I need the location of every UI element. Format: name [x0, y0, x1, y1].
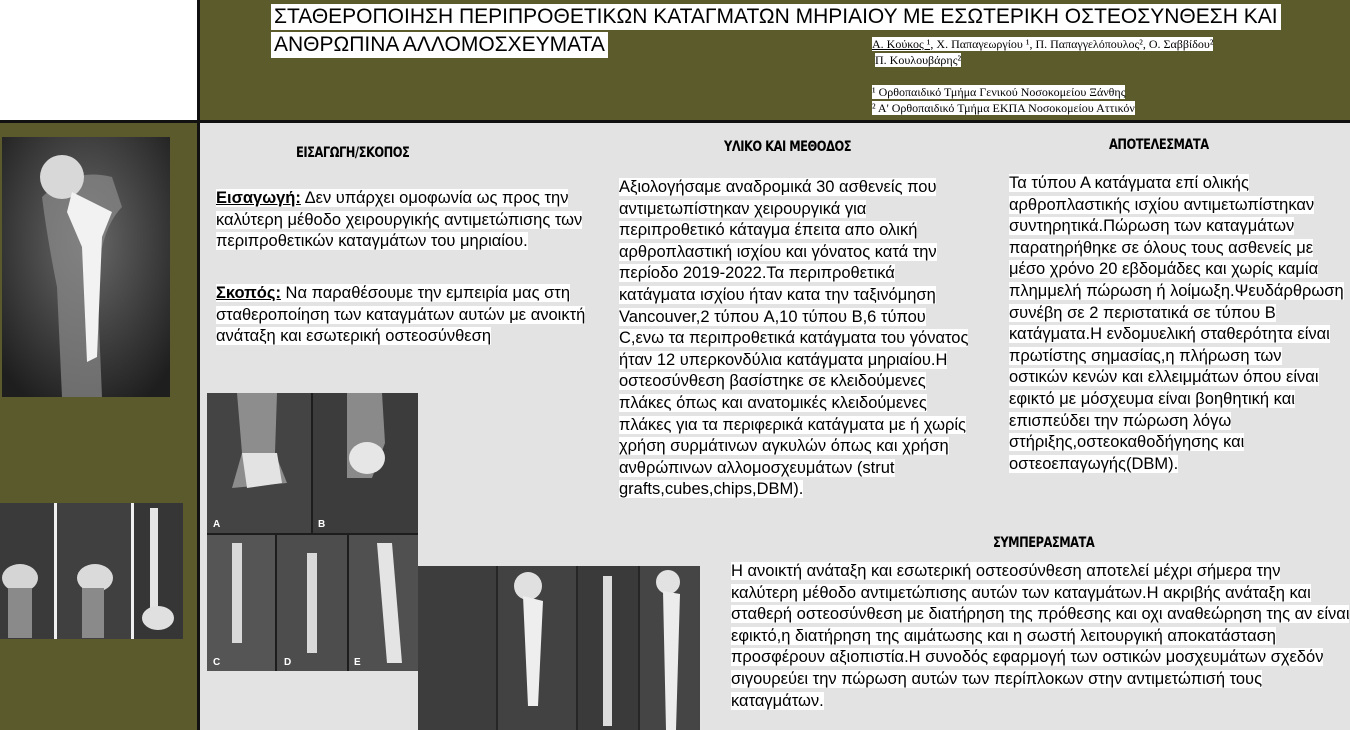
results-text: Τα τύπου Α κατάγματα επί ολικής αρθροπλαστικής ισχίου αντιμετωπίστηκαν συντηρητικά.Πώρωση των καταγμάτων παρατηρήθηκε σε όλους τους ασθενείς με μέσο χρόνο 20 εβδομάδες και χωρίς καμία πλημμελή πώρωση ή λοίμωξη.Ψευδάρθρωση συνέβη σε 2 περιστατικά σε τύπου Β κατάγματα.Η ενδομυελική σταθερότητα είναι πρωτίστης σημασίας,η πλήρωση των οστικών κενών και ελλειμμάτων όπου είναι εφικτό με μόσχευμα είναι βοηθητική και επισπεύδει την πώρωση λόγω στήριξης,οστεοκαθοδήγησης και οστεοεπαγωγής(DBM).: [1009, 174, 1344, 473]
figure-label-a: A: [213, 519, 221, 530]
affiliation-2: ² Α' Ορθοπαιδικό Τμήμα ΕΚΠΑ Νοσοκομείου Αττικόν: [872, 101, 1135, 115]
methods-text: Αξιολογήσαμε αναδρομικά 30 ασθενείς που αντιμετωπίστηκαν χειρουργικά για περιπροθετικό κάταγμα έπειτα απο ολική αρθροπλαστική ισχίου και γόνατος κατά την περίοδο 2019-2022.Τα περιπροθετικά κατάγματα ισχίου ήταν κατα την ταξινόμηση Vancouver,2 τύπου A,10 τύπου B,6 τύπου C,ενω τα περιπροθετικά κατάγματα του γόνατος ήταν 12 υπερκονδύλια κατάγματα μηριαίου.Η οστεοσύνθεση βασίστηκε σε κλειδούμενες πλάκες όπως και ανατομικές κλειδούμενες πλάκες για τα περιφερικά κατάγματα με ή χωρίς χρήση συρμάτινων αγκυλών όπως και χρήση ανθρώπινων αλλομοσχευμάτων (strut grafts,cubes,chips,DBM).: [619, 178, 969, 499]
xray-femur-series: [418, 566, 700, 730]
xray-figure-abcde: [207, 393, 418, 671]
xray-knee-series-graphic: [0, 503, 183, 639]
heading-results: ΑΠΟΤΕΛΕΣΜΑΤΑ: [1109, 137, 1209, 153]
xray-hip-stem: [2, 137, 170, 397]
authors-line-2: Π. Κουλουβάρης²: [875, 53, 962, 67]
methods-paragraph: [619, 177, 971, 501]
figure-label-e: E: [354, 657, 361, 668]
intro-paragraph: [216, 188, 616, 253]
conclusions-text: Η ανοικτή ανάταξη και εσωτερική οστεοσύνθεση αποτελεί μέχρι σήμερα την καλύτερη μέθοδο αντιμετώπισης αυτών των καταγμάτων.Η ακριβής ανάταξη και σταθερή οστεοσύνθεση με διατήρηση της πρόθεσης και οχι αναθεώρηση της αν είναι εφικτό,η διατήρηση της αιμάτωσης και η σωστή λειτουργική αποκατάσταση προσφέρουν αξιοπιστία.Η συνοδός εφαρμογή των οστικών μοσχευμάτων σχεδόν σιγουρεύει την πώρωση αυτών των περίπλοκων στην αντιμετώπισή τους καταγμάτων.: [731, 562, 1350, 710]
xray-hip-stem-graphic: [2, 137, 170, 397]
poster-title-line-1: ΣΤΑΘΕΡΟΠΟΙΗΣΗ ΠΕΡΙΠΡΟΘΕΤΙΚΩΝ ΚΑΤΑΓΜΑΤΩΝ ΜΗΡΙΑΙΟΥ ΜΕ ΕΣΩΤΕΡΙΚΗ ΟΣΤΕΟΣΥΝΘΕΣΗ ΚΑΙ: [271, 4, 1281, 30]
figure-label-c: C: [213, 657, 221, 668]
aim-paragraph: [216, 283, 616, 348]
xray-knee-series: [0, 503, 183, 639]
affiliations: [872, 84, 1135, 116]
heading-introduction: ΕΙΣΑΓΩΓΗ/ΣΚΟΠΟΣ: [296, 145, 410, 161]
aim-label: Σκοπός:: [216, 284, 281, 302]
xray-figure-abcde-graphic: [207, 393, 418, 671]
first-author: Α. Κούκος ¹: [872, 37, 931, 51]
poster-title-line-2: ΑΝΘΡΩΠΙΝΑ ΑΛΛΟΜΟΣΧΕΥΜΑΤΑ: [271, 32, 608, 58]
heading-methods: ΥΛΙΚΟ ΚΑΙ ΜΕΘΟΔΟΣ: [724, 139, 852, 155]
divider-horizontal: [0, 120, 1350, 123]
figure-label-d: D: [284, 657, 292, 668]
results-paragraph: [1009, 173, 1344, 475]
figure-label-b: B: [318, 519, 326, 530]
intro-text: Δεν υπάρχει ομοφωνία ως προς την καλύτερη μέθοδο χειρουργικής αντιμετώπισης των περιπροθετικών καταγμάτων του μηριαίου.: [216, 189, 583, 251]
authors-block: [872, 36, 1213, 68]
affiliation-1: ¹ Ορθοπαιδικό Τμήμα Γενικού Νοσοκομείου Ξάνθης: [872, 85, 1126, 99]
aim-text: Να παραθέσουμε την εμπειρία μας στη σταθεροποίηση των καταγμάτων αυτών με ανοικτή ανάταξη και εσωτερική οστεοσύνθεση: [216, 284, 586, 346]
conclusions-paragraph: [731, 561, 1350, 721]
corner-panel: [0, 0, 197, 120]
intro-label: Εισαγωγή:: [216, 189, 301, 207]
heading-conclusions: ΣΥΜΠΕΡΑΣΜΑΤΑ: [993, 535, 1095, 551]
other-authors: , Χ. Παπαγεωργίου ¹, Π. Παπαγγελόπουλος², Ο. Σαββίδου²: [930, 37, 1214, 51]
divider-vertical: [197, 0, 200, 730]
xray-femur-series-graphic: [418, 566, 700, 730]
